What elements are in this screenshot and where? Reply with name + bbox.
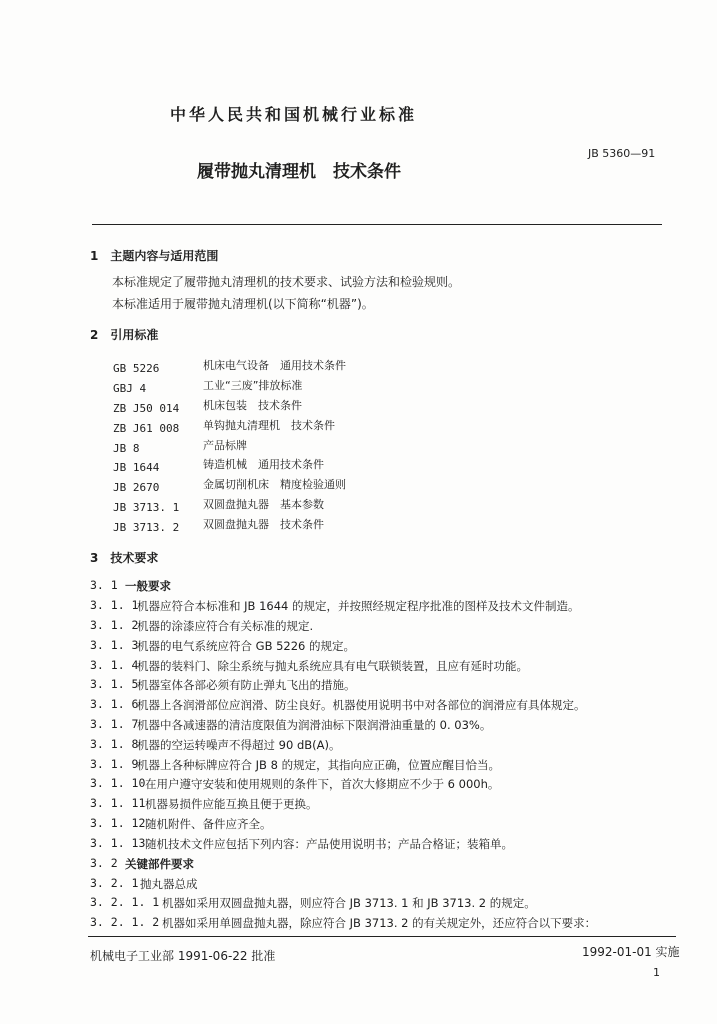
clause-text: 机器上各润滑部位应润滑、防尘良好。机器使用说明书中对各部位的润滑应有具体规定。 [137,698,586,712]
document-title: 履带抛丸清理机 技术条件 [197,162,401,182]
reference-code: JB 2670 [113,481,160,494]
clause-text: 机器的涂漆应符合有关标准的规定. [137,619,314,633]
section-2-heading: 2 引用标准 [90,328,159,342]
reference-title: 机床包装 技术条件 [203,399,302,412]
organization-heading: 中华人民共和国机械行业标准 [170,105,418,124]
clause-text: 机器中各减速器的清洁度限值为润滑油标下限润滑油重量的 0. 03%。 [137,718,492,732]
clause-text: 一般要求 [125,579,171,593]
section-1-heading: 1 主题内容与适用范围 [90,249,219,263]
clause-number: 3. 1 [90,578,118,592]
reference-title: 工业“三废”排放标准 [203,379,303,392]
reference-code: JB 1644 [113,461,160,474]
reference-title: 双圆盘抛丸器 基本参数 [203,498,324,511]
section-3-heading: 3 技术要求 [90,551,159,565]
clause-number: 3. 1. 1 [90,598,139,612]
section-1-paragraph: 本标准适用于履带抛丸清理机(以下简称“机器”)。 [112,297,374,311]
clause-number: 3. 1. 3 [90,638,139,652]
reference-title: 双圆盘抛丸器 技术条件 [203,518,324,531]
header-divider [92,224,662,225]
clause-number: 3. 2 [90,856,118,870]
clause-number: 3. 1. 10 [90,776,146,790]
clause-number: 3. 1. 11 [90,796,146,810]
clause-text: 机器易损件应能互换且便于更换。 [145,797,318,811]
reference-code: GB 5226 [113,362,160,375]
effective-date: 1992-01-01 实施 [582,945,680,959]
clause-text: 机器室体各部必须有防止弹丸飞出的措施。 [137,678,356,692]
clause-number: 3. 2. 1 [90,876,139,890]
reference-code: JB 8 [113,442,140,455]
clause-text: 随机附件、备件应齐全。 [145,817,272,831]
reference-title: 单钩抛丸清理机 技术条件 [203,419,335,432]
clause-text: 在用户遵守安装和使用规则的条件下，首次大修期应不少于 6 000h。 [145,777,500,791]
clause-text: 机器上各种标牌应符合 JB 8 的规定，其指向应正确，位置应醒目恰当。 [137,758,501,772]
clause-number: 3. 1. 6 [90,697,139,711]
standard-number: JB 5360—91 [588,147,656,160]
clause-text: 随机技术文件应包括下列内容：产品使用说明书；产品合格证；装箱单。 [145,837,513,851]
reference-title: 金属切削机床 精度检验通则 [203,478,346,491]
clause-text: 机器的空运转噪声不得超过 90 dB(A)。 [137,738,341,752]
clause-number: 3. 1. 9 [90,757,139,771]
approval-line: 机械电子工业部 1991-06-22 批准 [90,949,276,963]
clause-number: 3. 1. 5 [90,677,139,691]
clause-number: 3. 1. 8 [90,737,139,751]
reference-title: 产品标牌 [203,439,247,452]
clause-number: 3. 1. 12 [90,816,146,830]
clause-text: 机器如采用单圆盘抛丸器，除应符合 JB 3713. 2 的有关规定外，还应符合以下要求： [162,916,597,930]
reference-code: JB 3713. 2 [113,521,180,534]
clause-text: 机器如采用双圆盘抛丸器，则应符合 JB 3713. 1 和 JB 3713. 2 的规定。 [162,896,536,910]
clause-text: 抛丸器总成 [140,877,198,891]
clause-number: 3. 1. 13 [90,836,146,850]
reference-code: ZB J61 008 [113,422,180,435]
clause-text: 机器的电气系统应符合 GB 5226 的规定。 [137,639,356,653]
footer-divider [88,936,676,937]
clause-number: 3. 2. 1. 1 [90,895,160,909]
clause-text: 机器的装料门、除尘系统与抛丸系统应具有电气联锁装置，且应有延时功能。 [137,659,528,673]
clause-number: 3. 2. 1. 2 [90,915,160,929]
reference-code: ZB J50 014 [113,402,180,415]
clause-number: 3. 1. 2 [90,618,139,632]
section-1-paragraph: 本标准规定了履带抛丸清理机的技术要求、试验方法和检验规则。 [112,275,461,289]
reference-code: GBJ 4 [113,382,147,395]
clause-number: 3. 1. 7 [90,717,139,731]
clause-text: 关键部件要求 [125,857,194,871]
clause-number: 3. 1. 4 [90,658,139,672]
reference-title: 铸造机械 通用技术条件 [203,458,324,471]
clause-text: 机器应符合本标准和 JB 1644 的规定，并按照经规定程序批准的图样及技术文件制造。 [137,599,580,613]
reference-title: 机床电气设备 通用技术条件 [203,359,346,372]
page-number: 1 [653,966,660,979]
reference-code: JB 3713. 1 [113,501,180,514]
